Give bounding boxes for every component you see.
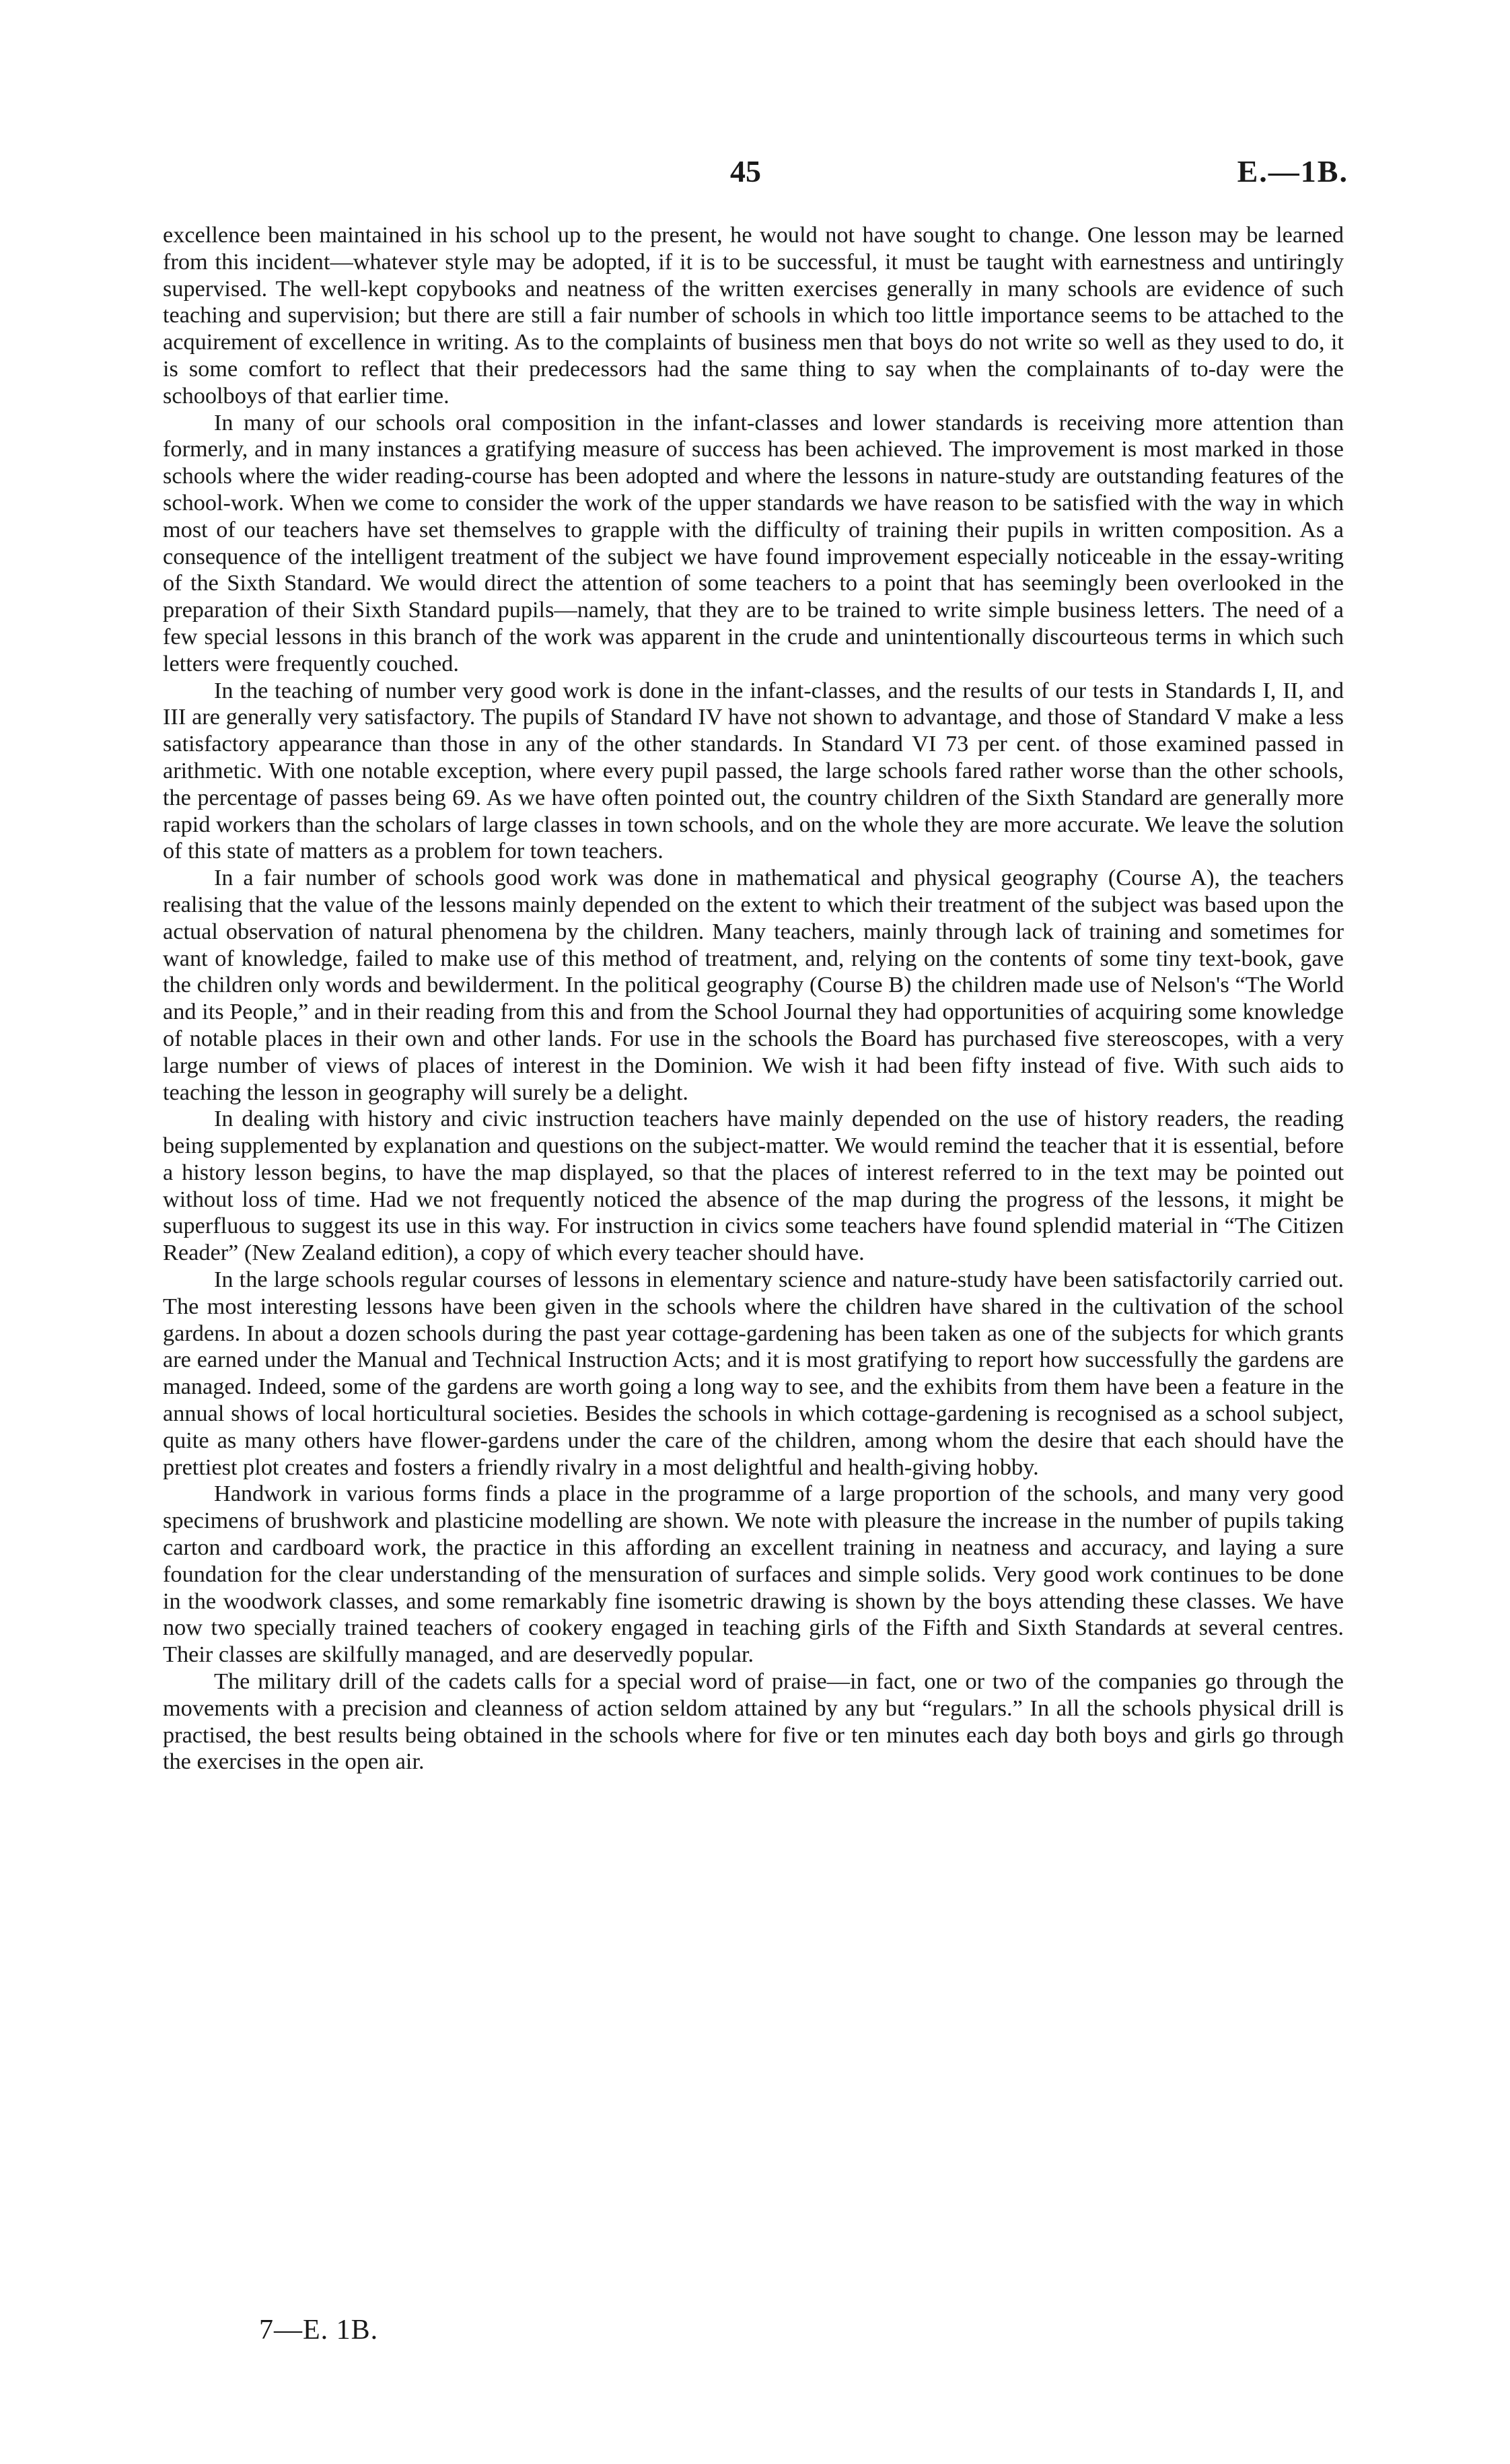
paragraph-geography: In a fair number of schools good work was done in mathematical and physical geography (Course A), the teachers realising that the value of the lessons mainly depended on the extent to which their treatment of the subject was based upon the actual observation of natural phenomena by the children. Many teachers, mainly through lack of training and sometimes for want of knowledge, failed to make use of this method of treatment, and, relying on the contents of some tiny text-book, gave the children only words and bewilderment. In the political geography (Course B) the children made use of Nelson's “The World and its People,” and in their reading from this and from the School Journal they had opportunities of acquiring some knowledge of notable places in their own and other lands. For use in the schools the Board has purchased five stereoscopes, with a very large number of views of places of interest in the Dominion. We wish it had been fifty instead of five. With such aids to teaching the lesson in geography will surely be a delight. — [163, 865, 1344, 1105]
body-text — [163, 222, 1344, 1775]
paragraph-handwork: Handwork in various forms finds a place in the programme of a large proportion of the schools, and many very good specimens of brushwork and plasticine modelling are shown. We note with pleasure the increase in the number of pupils taking carton and cardboard work, the practice in this affording an excellent training in neatness and accuracy, and laying a sure foundation for the clear understanding of the mensuration of surfaces and simple solids. Very good work continues to be done in the woodwork classes, and some remarkably fine isometric drawing is shown by the boys attending these classes. We have now two specially trained teachers of cookery engaged in teaching girls of the Fifth and Sixth Standards at several centres. Their classes are skilfully managed, and are deservedly popular. — [163, 1481, 1344, 1668]
paragraph-number: In the teaching of number very good work is done in the infant-classes, and the results of our tests in Standards I, II, and III are generally very satisfactory. The pupils of Standard IV have not shown to advantage, and those of Standard V make a less satisfactory appearance than those in any of the other standards. In Standard VI 73 per cent. of those examined passed in arithmetic. With one notable exception, where every pupil passed, the large schools fared rather worse than the other schools, the percentage of passes being 69. As we have often pointed out, the country children of the Sixth Standard are generally more rapid workers than the scholars of large classes in town schools, and on the whole they are more accurate. We leave the solution of this state of matters as a problem for town teachers. — [163, 677, 1344, 864]
paragraph-science: In the large schools regular courses of lessons in elementary science and nature-study have been satisfactorily carried out. The most interesting lessons have been given in the schools where the children have shared in the cultivation of the school gardens. In about a dozen schools during the past year cottage-gardening has been taken as one of the subjects for which grants are earned under the Manual and Technical Instruction Acts; and it is most gratifying to report how successfully the gardens are managed. Indeed, some of the gardens are worth going a long way to see, and the exhibits from them have been a feature in the annual shows of local horticultural societies. Besides the schools in which cottage-gardening is recognised as a school subject, quite as many others have flower-gardens under the care of the children, among whom the desire that each should have the prettiest plot creates and fosters a friendly rivalry in a most delightful and health-giving hobby. — [163, 1267, 1344, 1480]
signature-reference: 7—E. 1B. — [259, 2315, 379, 2346]
paragraph-drill: The military drill of the cadets calls for a special word of praise—in fact, one or two of the companies go through the movements with a precision and cleanness of action seldom attained by any but “regulars.” In all the schools physical drill is practised, the best results being obtained in the schools where for five or ten minutes each day both boys and girls go through the exercises in the open air. — [163, 1668, 1344, 1775]
paragraph-composition: In many of our schools oral composition in the infant-classes and lower standards is receiving more attention than formerly, and in many instances a gratifying measure of success has been achieved. The improvement is most marked in those schools where the wider reading-course has been adopted and where the lessons in nature-study are outstanding features of the school-work. When we come to consider the work of the upper standards we have reason to be satisfied with the way in which most of our teachers have set themselves to grapple with the difficulty of training their pupils in written composition. As a consequence of the intelligent treatment of the subject we have found improvement especially noticeable in the essay-writing of the Sixth Standard. We would direct the attention of some teachers to a point that has seemingly been overlooked in the preparation of their Sixth Standard pupils—namely, that they are to be trained to write simple business letters. The need of a few special lessons in this branch of the work was apparent in the crude and unintentionally discourteous terms in which such letters were frequently couched. — [163, 409, 1344, 676]
page-header — [0, 153, 1510, 201]
document-reference: E.—1B. — [1237, 154, 1349, 188]
paragraph-writing: excellence been maintained in his school up to the present, he would not have sought to change. One lesson may be learned from this incident—whatever style may be adopted, if it is to be successful, it must be taught with earnestness and untiringly supervised. The well-kept copybooks and neatness of the written exercises generally in many schools are evidence of such teaching and supervision; but there are still a fair number of schools in which too little importance seems to be attached to the acquirement of excellence in writing. As to the complaints of business men that boys do not write so well as they used to do, it is some comfort to reflect that their predecessors had the same thing to say when the complainants of to-day were the schoolboys of that earlier time. — [163, 222, 1344, 409]
paragraph-history: In dealing with history and civic instruction teachers have mainly depended on the use of history readers, the reading being supplemented by explanation and questions on the subject-matter. We would remind the teacher that it is essential, before a history lesson begins, to have the map displayed, so that the places of interest referred to in the text may be pointed out without loss of time. Had we not frequently noticed the absence of the map during the progress of the lessons, it might be superfluous to suggest its use in this way. For instruction in civics some teachers have found splendid material in “The Citizen Reader” (New Zealand edition), a copy of which every teacher should have. — [163, 1106, 1344, 1266]
page-number: 45 — [730, 154, 761, 188]
